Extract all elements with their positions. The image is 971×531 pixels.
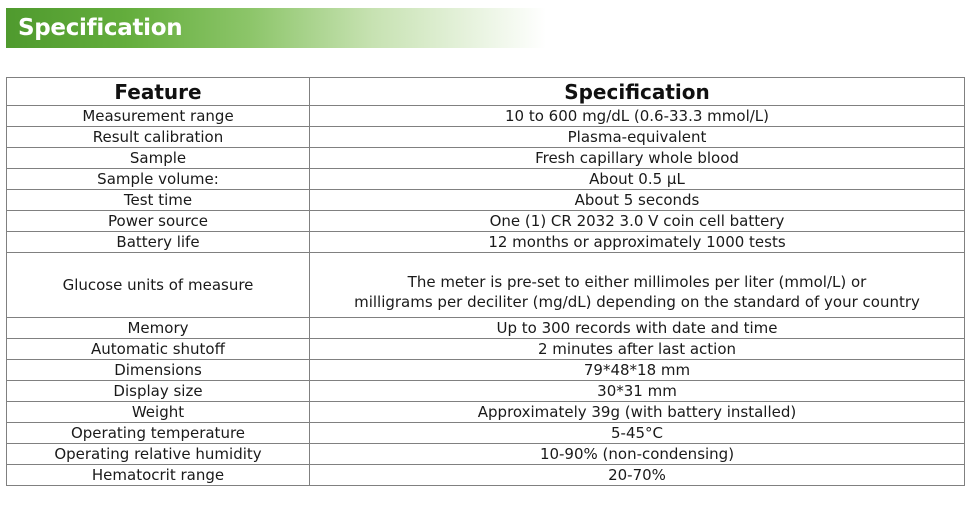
spec-cell: 30*31 mm [310, 381, 965, 402]
spec-cell: 79*48*18 mm [310, 360, 965, 381]
feature-cell: Memory [7, 318, 310, 339]
table-row [7, 360, 965, 381]
spec-cell: 2 minutes after last action [310, 339, 965, 360]
feature-cell: Battery life [7, 232, 310, 253]
feature-cell: Glucose units of measure [7, 253, 310, 318]
table-row [7, 465, 965, 486]
spec-cell: 10 to 600 mg/dL (0.6-33.3 mmol/L) [310, 106, 965, 127]
table-row [7, 148, 965, 169]
table-row [7, 169, 965, 190]
feature-cell: Sample [7, 148, 310, 169]
feature-cell: Dimensions [7, 360, 310, 381]
table-row [7, 423, 965, 444]
specification-table [6, 77, 965, 486]
table-row [7, 232, 965, 253]
feature-cell: Weight [7, 402, 310, 423]
spec-cell: Plasma-equivalent [310, 127, 965, 148]
table-row [7, 339, 965, 360]
table-row [7, 444, 965, 465]
spec-cell: Up to 300 records with date and time [310, 318, 965, 339]
spec-cell: One (1) CR 2032 3.0 V coin cell battery [310, 211, 965, 232]
feature-cell: Automatic shutoff [7, 339, 310, 360]
table-row [7, 402, 965, 423]
spec-cell [310, 253, 965, 318]
spec-cell: About 0.5 μL [310, 169, 965, 190]
feature-cell: Operating temperature [7, 423, 310, 444]
feature-cell: Display size [7, 381, 310, 402]
spec-multiline-text [310, 258, 964, 312]
table-row [7, 318, 965, 339]
table-row [7, 381, 965, 402]
section-banner [6, 8, 546, 48]
table-header-row [7, 78, 965, 106]
feature-cell: Measurement range [7, 106, 310, 127]
spec-cell: 20-70% [310, 465, 965, 486]
spec-cell: Fresh capillary whole blood [310, 148, 965, 169]
feature-cell: Test time [7, 190, 310, 211]
feature-cell: Sample volume: [7, 169, 310, 190]
feature-cell: Result calibration [7, 127, 310, 148]
spec-cell: 5-45°C [310, 423, 965, 444]
spec-cell: 10-90% (non-condensing) [310, 444, 965, 465]
table-row [7, 127, 965, 148]
spec-cell: 12 months or approximately 1000 tests [310, 232, 965, 253]
spec-cell: About 5 seconds [310, 190, 965, 211]
table-row [7, 106, 965, 127]
section-title: Specification [18, 15, 183, 41]
column-header-specification: Specification [310, 78, 965, 106]
spec-line: milligrams per deciliter (mg/dL) depending on the standard of your country [354, 293, 920, 311]
feature-cell: Hematocrit range [7, 465, 310, 486]
feature-cell: Operating relative humidity [7, 444, 310, 465]
feature-cell: Power source [7, 211, 310, 232]
table-row [7, 253, 965, 318]
spec-line: The meter is pre-set to either millimoles per liter (mmol/L) or [407, 273, 867, 291]
table-row [7, 190, 965, 211]
table-row [7, 211, 965, 232]
spec-cell: Approximately 39g (with battery installed) [310, 402, 965, 423]
column-header-feature: Feature [7, 78, 310, 106]
